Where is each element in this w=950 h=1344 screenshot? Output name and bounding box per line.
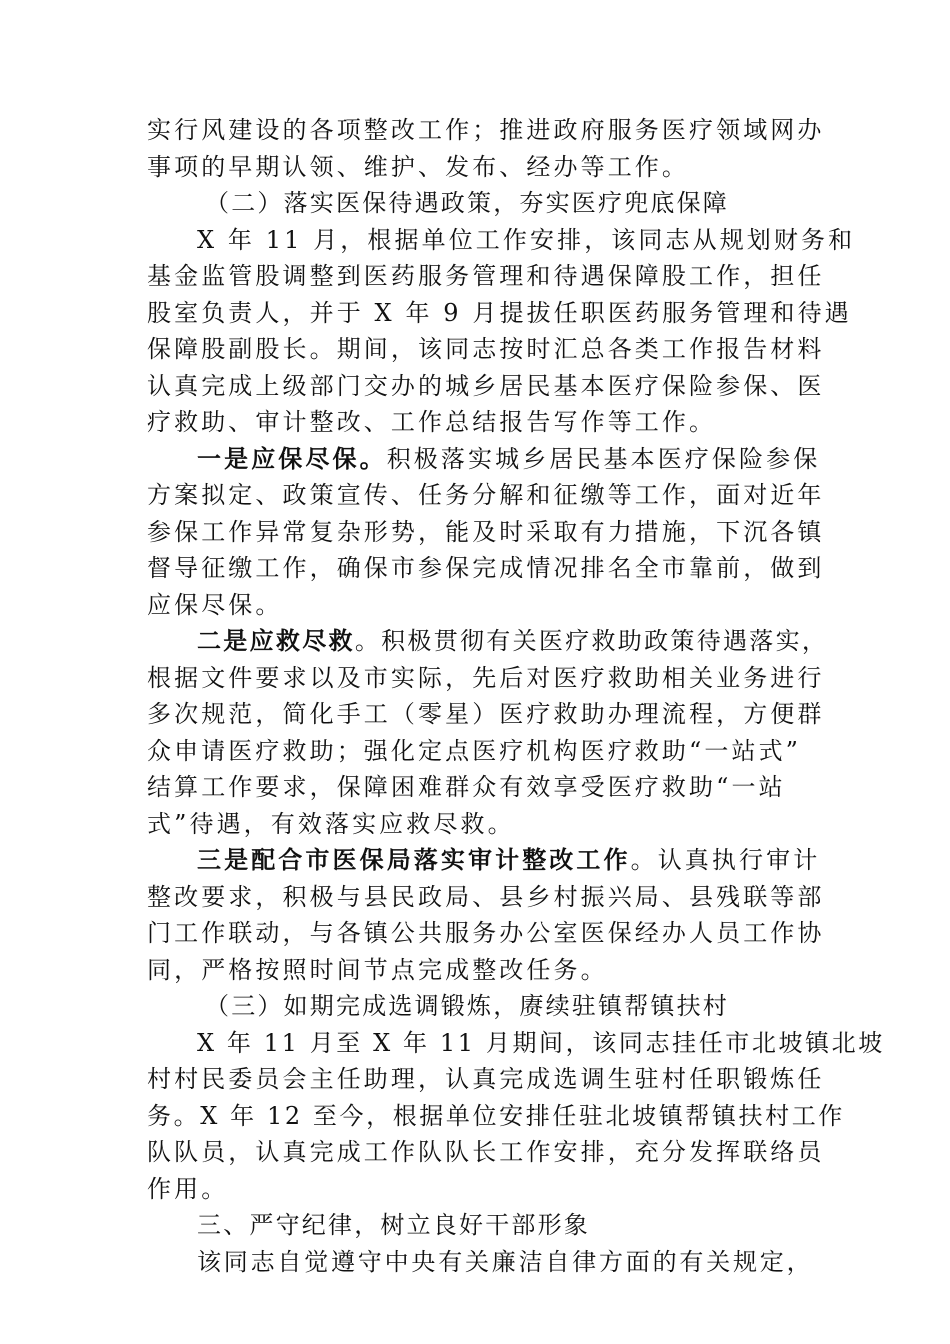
body-line: 结算工作要求，保障困难群众有效享受医疗救助“一站 — [147, 773, 786, 801]
body-line: 务。X 年 12 至今，根据单位安排任驻北坡镇帮镇扶村工作 — [147, 1101, 845, 1130]
body-line: X 年 11 月，根据单位工作安排，该同志从规划财务和 — [197, 225, 856, 254]
chapter-heading: 三、严守纪律，树立良好干部形象 — [197, 1211, 590, 1239]
body-line: 作用。 — [147, 1174, 229, 1203]
body-line: 同，严格按照时间节点完成整改任务。 — [147, 955, 608, 984]
body-line: X 年 11 月至 X 年 11 月期间，该同志挂任市北坡镇北坡 — [197, 1028, 885, 1057]
body-line: 队队员，认真完成工作队队长工作安排，充分发挥联络员 — [147, 1138, 825, 1166]
document-page — [147, 112, 885, 1280]
body-line — [147, 441, 821, 478]
body-line: 根据文件要求以及市实际，先后对医疗救助相关业务进行 — [147, 663, 825, 692]
body-text: 。认真执行审计 — [630, 846, 821, 874]
body-line — [147, 842, 821, 879]
body-line: 督导征缴工作，确保市参保完成情况排名全市靠前，做到 — [147, 554, 825, 582]
body-line: 认真完成上级部门交办的城乡居民基本医疗保险参保、医 — [147, 371, 825, 400]
bold-lead: 三是配合市医保局落实审计整改工作 — [197, 845, 631, 874]
body-line: 众申请医疗救助；强化定点医疗机构医疗救助“一站式” — [147, 736, 802, 765]
body-line: 整改要求，积极与县民政局、县乡村振兴局、县残联等部 — [147, 882, 825, 911]
body-line: 保障股副股长。期间，该同志按时汇总各类工作报告材料 — [147, 335, 825, 363]
body-text: 。积极贯彻有关医疗救助政策待遇落实， — [354, 627, 829, 655]
section-heading: （三）如期完成选调锻炼，赓续驻镇帮镇扶村 — [205, 992, 729, 1020]
body-text: 积极落实城乡居民基本医疗保险参保 — [386, 444, 821, 473]
body-line: 事项的早期认领、维护、发布、经办等工作。 — [147, 152, 689, 181]
body-line: 疗救助、审计整改、工作总结报告写作等工作。 — [147, 408, 717, 436]
body-line: 该同志自觉遵守中央有关廉洁自律方面的有关规定， — [197, 1247, 814, 1276]
body-line: 实行风建设的各项整改工作；推进政府服务医疗领域网办 — [147, 116, 825, 144]
body-line — [147, 623, 829, 660]
body-line: 多次规范，简化手工（零星）医疗救助办理流程，方便群 — [147, 700, 825, 728]
body-line: 股室负责人，并于 X 年 9 月提拔任职医药服务管理和待遇 — [147, 298, 852, 327]
section-heading: （二）落实医保待遇政策，夯实医疗兜底保障 — [205, 189, 729, 217]
body-line: 参保工作异常复杂形势，能及时采取有力措施，下沉各镇 — [147, 517, 825, 546]
body-line: 村村民委员会主任助理，认真完成选调生驻村任职锻炼任 — [147, 1065, 825, 1093]
bold-lead: 二是应救尽救 — [197, 626, 355, 655]
body-line: 基金监管股调整到医药服务管理和待遇保障股工作，担任 — [147, 262, 825, 290]
bold-lead: 一是应保尽保。 — [197, 443, 387, 473]
body-line: 门工作联动，与各镇公共服务办公室医保经办人员工作协 — [147, 919, 825, 947]
body-line: 应保尽保。 — [147, 590, 283, 619]
body-line: 式”待遇，有效落实应救尽救。 — [147, 809, 515, 838]
body-line: 方案拟定、政策宣传、任务分解和征缴等工作，面对近年 — [147, 481, 825, 509]
